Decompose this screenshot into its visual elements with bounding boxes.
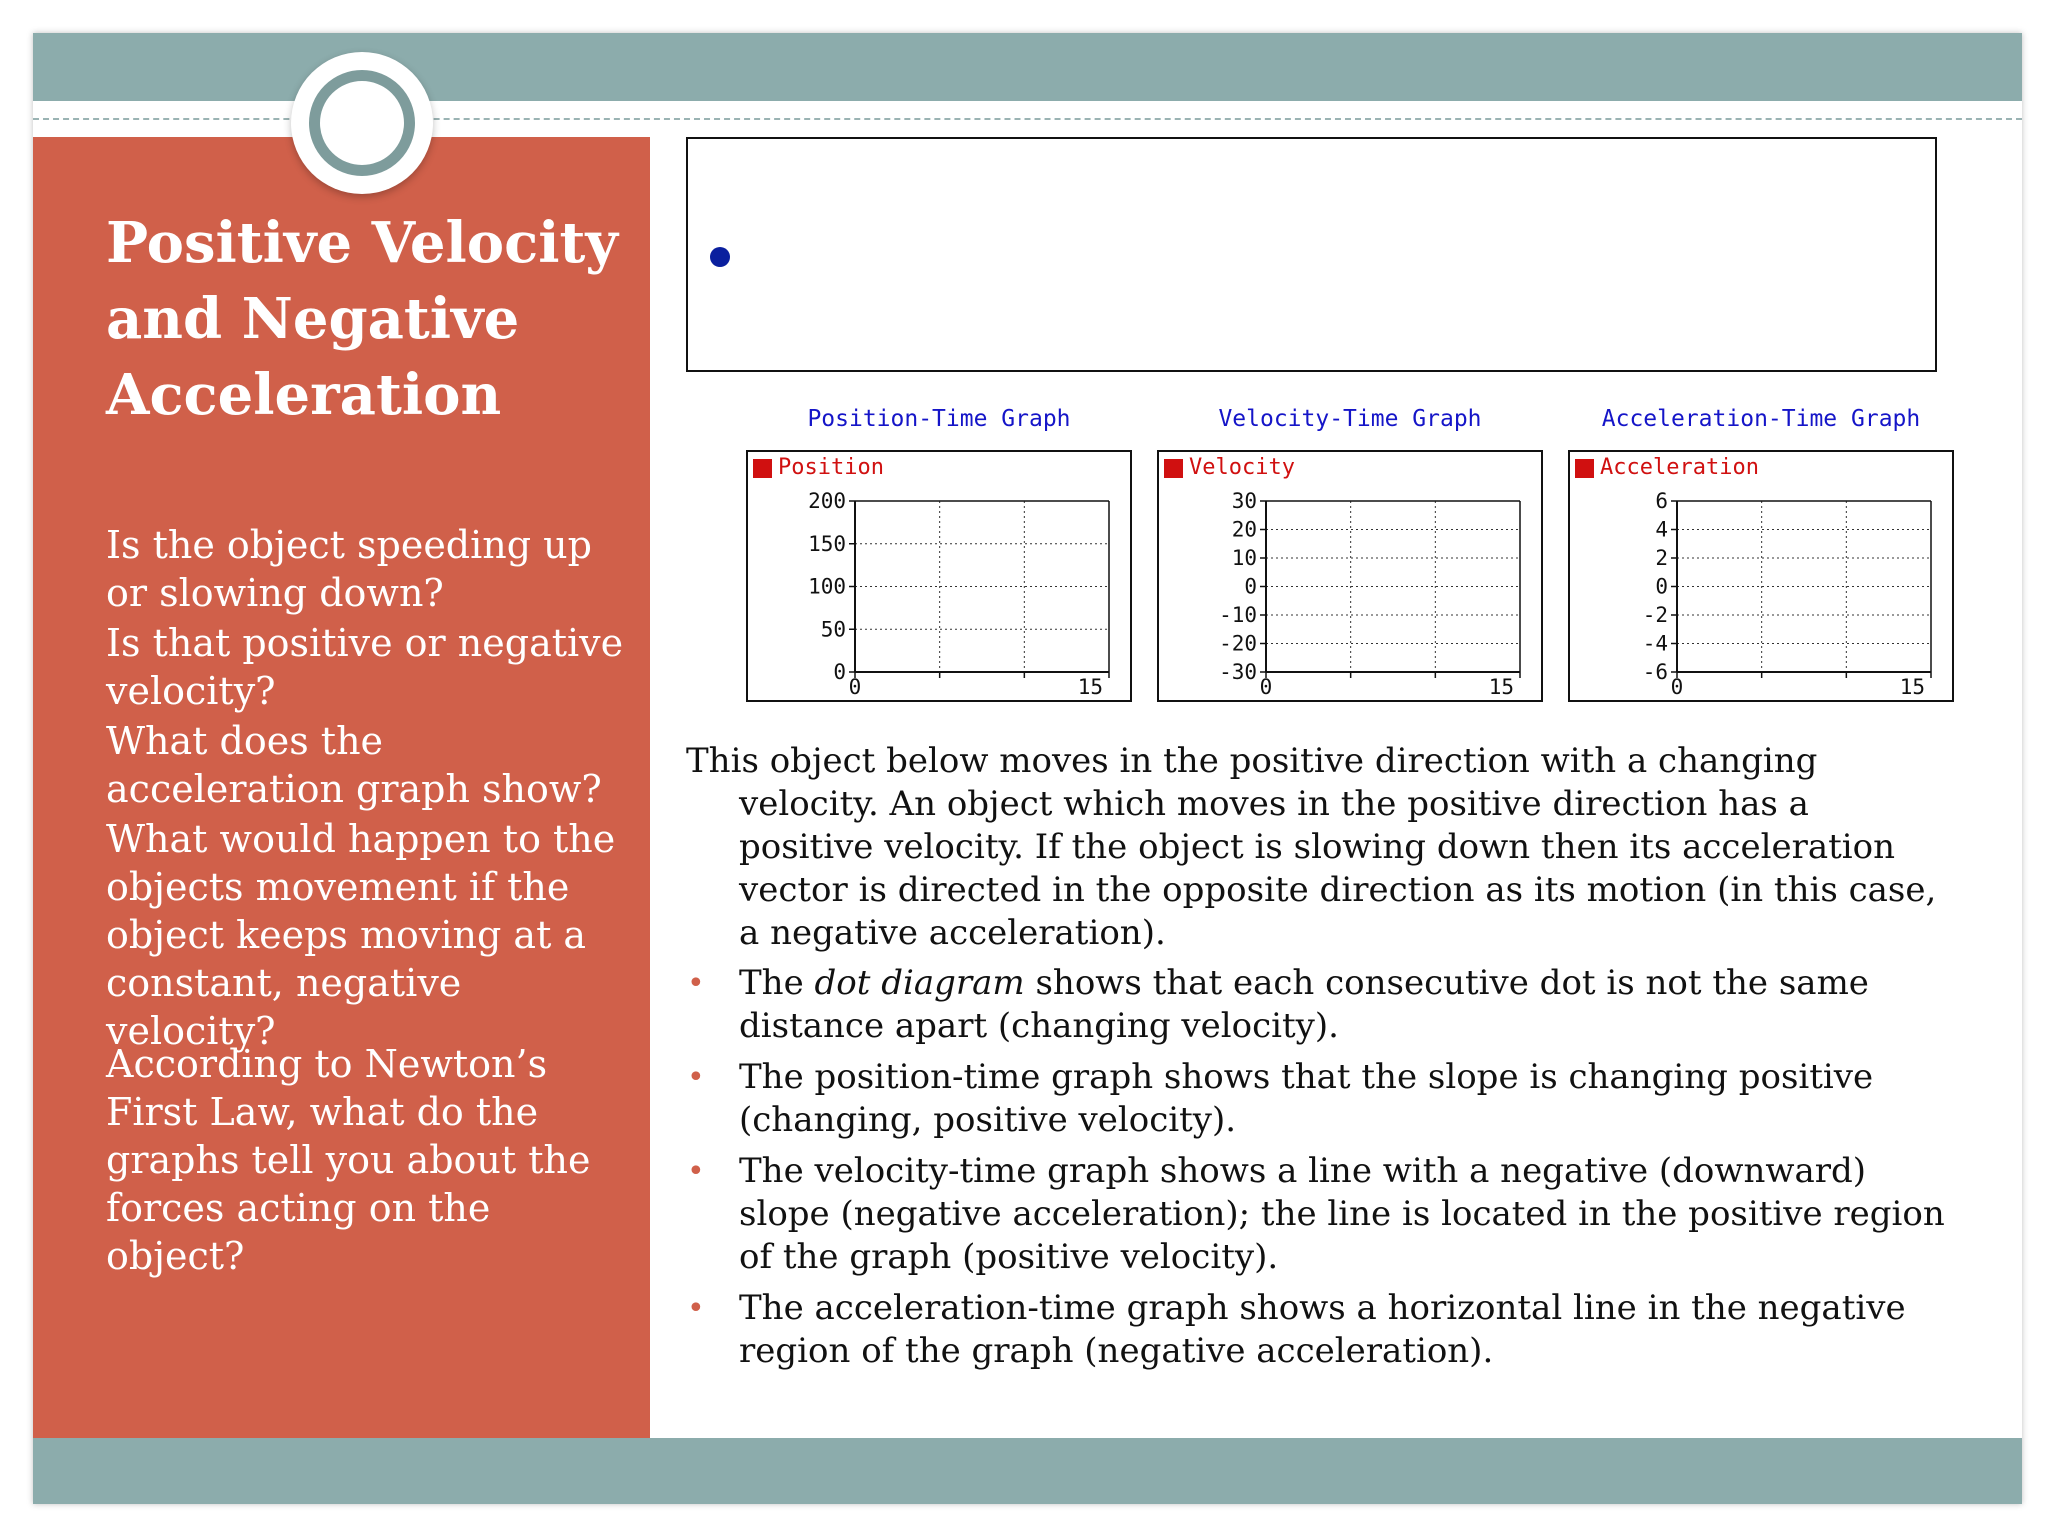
- bullet-dot-diagram: [686, 962, 1951, 1048]
- position-plot: [748, 452, 1134, 704]
- velocity-plot: [1159, 452, 1545, 704]
- y-tick-label: -10: [1219, 603, 1257, 627]
- question-speeding-up: Is the object speeding up or slowing down?: [106, 523, 592, 615]
- decorative-ring: [291, 52, 433, 194]
- y-tick-label: -30: [1219, 660, 1257, 684]
- x-tick-label: 15: [1899, 675, 1925, 699]
- y-tick-label: 150: [808, 531, 846, 556]
- legend-velocity: Velocity: [1189, 455, 1295, 480]
- velocity-graph-title: Velocity-Time Graph: [1218, 406, 1482, 432]
- x-tick-label: 15: [1077, 675, 1103, 699]
- bullet-position-graph: [686, 1056, 1951, 1142]
- acceleration-graph-title: Acceleration-Time Graph: [1601, 406, 1921, 432]
- y-tick-label: -4: [1642, 631, 1668, 656]
- acceleration-time-graph: [1568, 450, 1954, 702]
- y-tick-label: 100: [808, 574, 846, 599]
- question-newtons-first-law: According to Newton’s First Law, what do the graphs tell you about the forces acting on the object?: [106, 1042, 591, 1278]
- x-tick-label: 0: [848, 675, 862, 699]
- bullet-text-suffix: shows that each consecutive dot is not the same distance apart (changing velocity).: [739, 963, 1869, 1046]
- bullet-emphasis: dot diagram: [814, 963, 1025, 1003]
- question-velocity-sign: Is that positive or negative velocity?: [106, 621, 624, 713]
- intro-paragraph: This object below moves in the positive direction with a changing velocity. An object which moves in the positive direction has a positive velocity. If the object is slowing down then its acceleration vector is directed in the opposite direction as its motion (in this case, a negative acceleration).: [686, 741, 1937, 953]
- bullet-acceleration-graph: [686, 1287, 1951, 1373]
- bullet-icon: •: [687, 1154, 705, 1189]
- y-tick-label: 200: [808, 489, 846, 513]
- y-tick-label: 10: [1231, 546, 1257, 570]
- question-acceleration-graph: What does the acceleration graph show?: [106, 719, 602, 811]
- bullet-text: The position-time graph shows that the slope is changing positive (changing, positive velocity).: [739, 1057, 1874, 1140]
- legend-position: Position: [778, 455, 884, 480]
- position-graph-title: Position-Time Graph: [807, 406, 1071, 432]
- y-tick-label: -20: [1219, 631, 1257, 656]
- x-tick-label: 15: [1488, 675, 1514, 699]
- explanation-text: [686, 740, 1951, 1381]
- bullet-icon: •: [687, 1060, 705, 1095]
- bullet-velocity-graph: [686, 1150, 1951, 1279]
- y-tick-label: 0: [1244, 574, 1257, 599]
- bullet-text: The velocity-time graph shows a line with a negative (downward) slope (negative acceleration); the line is located in the positive region of the graph (positive velocity).: [739, 1151, 1945, 1277]
- x-tick-label: 0: [1259, 675, 1273, 699]
- bullet-list: [686, 962, 1951, 1373]
- moving-object-dot: [710, 247, 730, 267]
- acceleration-plot: [1570, 452, 1956, 704]
- bullet-text-prefix: The: [739, 963, 815, 1003]
- legend-acceleration: Acceleration: [1600, 455, 1759, 480]
- question-constant-velocity: What would happen to the objects movement if the object keeps moving at a constant, negative velocity?: [106, 817, 616, 1053]
- bullet-icon: •: [687, 1291, 705, 1326]
- bottom-band: [33, 1438, 2022, 1504]
- position-time-graph: [746, 450, 1132, 702]
- y-tick-label: 30: [1231, 489, 1257, 513]
- velocity-time-graph: [1157, 450, 1543, 702]
- y-tick-label: 4: [1655, 517, 1668, 542]
- y-tick-label: 0: [1655, 574, 1668, 599]
- y-tick-label: 50: [820, 617, 846, 642]
- x-tick-label: 0: [1670, 675, 1684, 699]
- dot-animation-box: [686, 137, 1937, 372]
- ring-inner: [309, 70, 415, 176]
- sidebar-panel: [33, 137, 650, 1438]
- y-tick-label: 2: [1655, 546, 1668, 570]
- y-tick-label: 20: [1231, 517, 1257, 542]
- y-tick-label: 0: [833, 660, 846, 684]
- bullet-icon: •: [687, 966, 705, 1001]
- y-tick-label: -2: [1642, 603, 1668, 627]
- bullet-text: The acceleration-time graph shows a horizontal line in the negative region of the graph (negative acceleration).: [739, 1288, 1906, 1371]
- y-tick-label: 6: [1655, 489, 1668, 513]
- y-tick-label: -6: [1642, 660, 1668, 684]
- slide-title: Positive Velocity and Negative Acceleration: [106, 210, 618, 428]
